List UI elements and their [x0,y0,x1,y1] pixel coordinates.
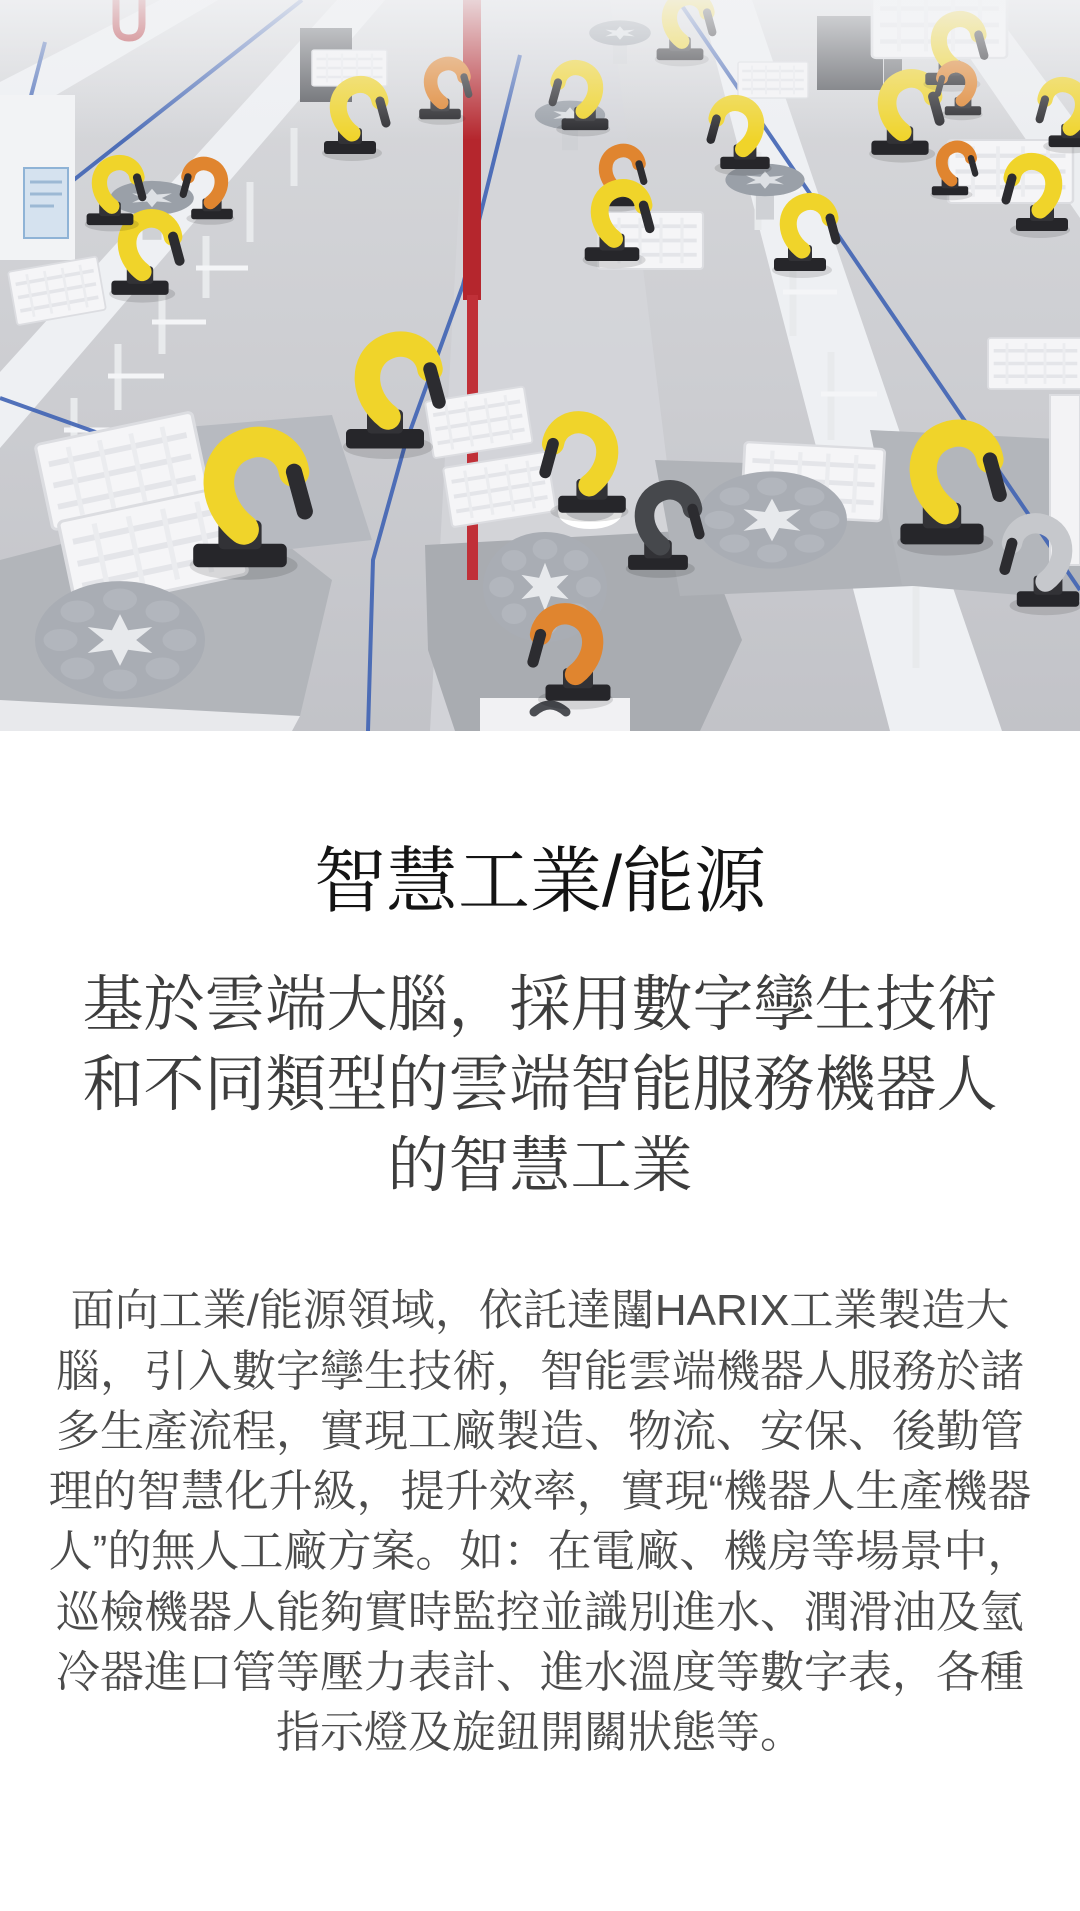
content-section [0,841,1080,1763]
hero-image [0,0,1080,731]
page-subtitle: 基於雲端大腦，採用數字孿生技術和不同類型的雲端智能服務機器人的智慧工業 [82,969,998,1199]
body-paragraph: 面向工業/能源領域，依託達闥HARIX工業製造大腦，引入數字孿生技術，智能雲端機器人服務於諸多生產流程，實現工廠製造、物流、安保、後勤管理的智慧化升級，提升效率，實現“機器人生產機器人”的無人工廠方案。如：在電廠、機房等場景中，巡檢機器人能夠實時監控並識別進水、潤滑油及氫冷器進口管等壓力表計、進水溫度等數字表，各種指示燈及旋鈕開關狀態等。 [48,1286,1032,1758]
smart-factory-illustration [0,0,1080,731]
page-title: 智慧工業/能源 [313,842,766,922]
